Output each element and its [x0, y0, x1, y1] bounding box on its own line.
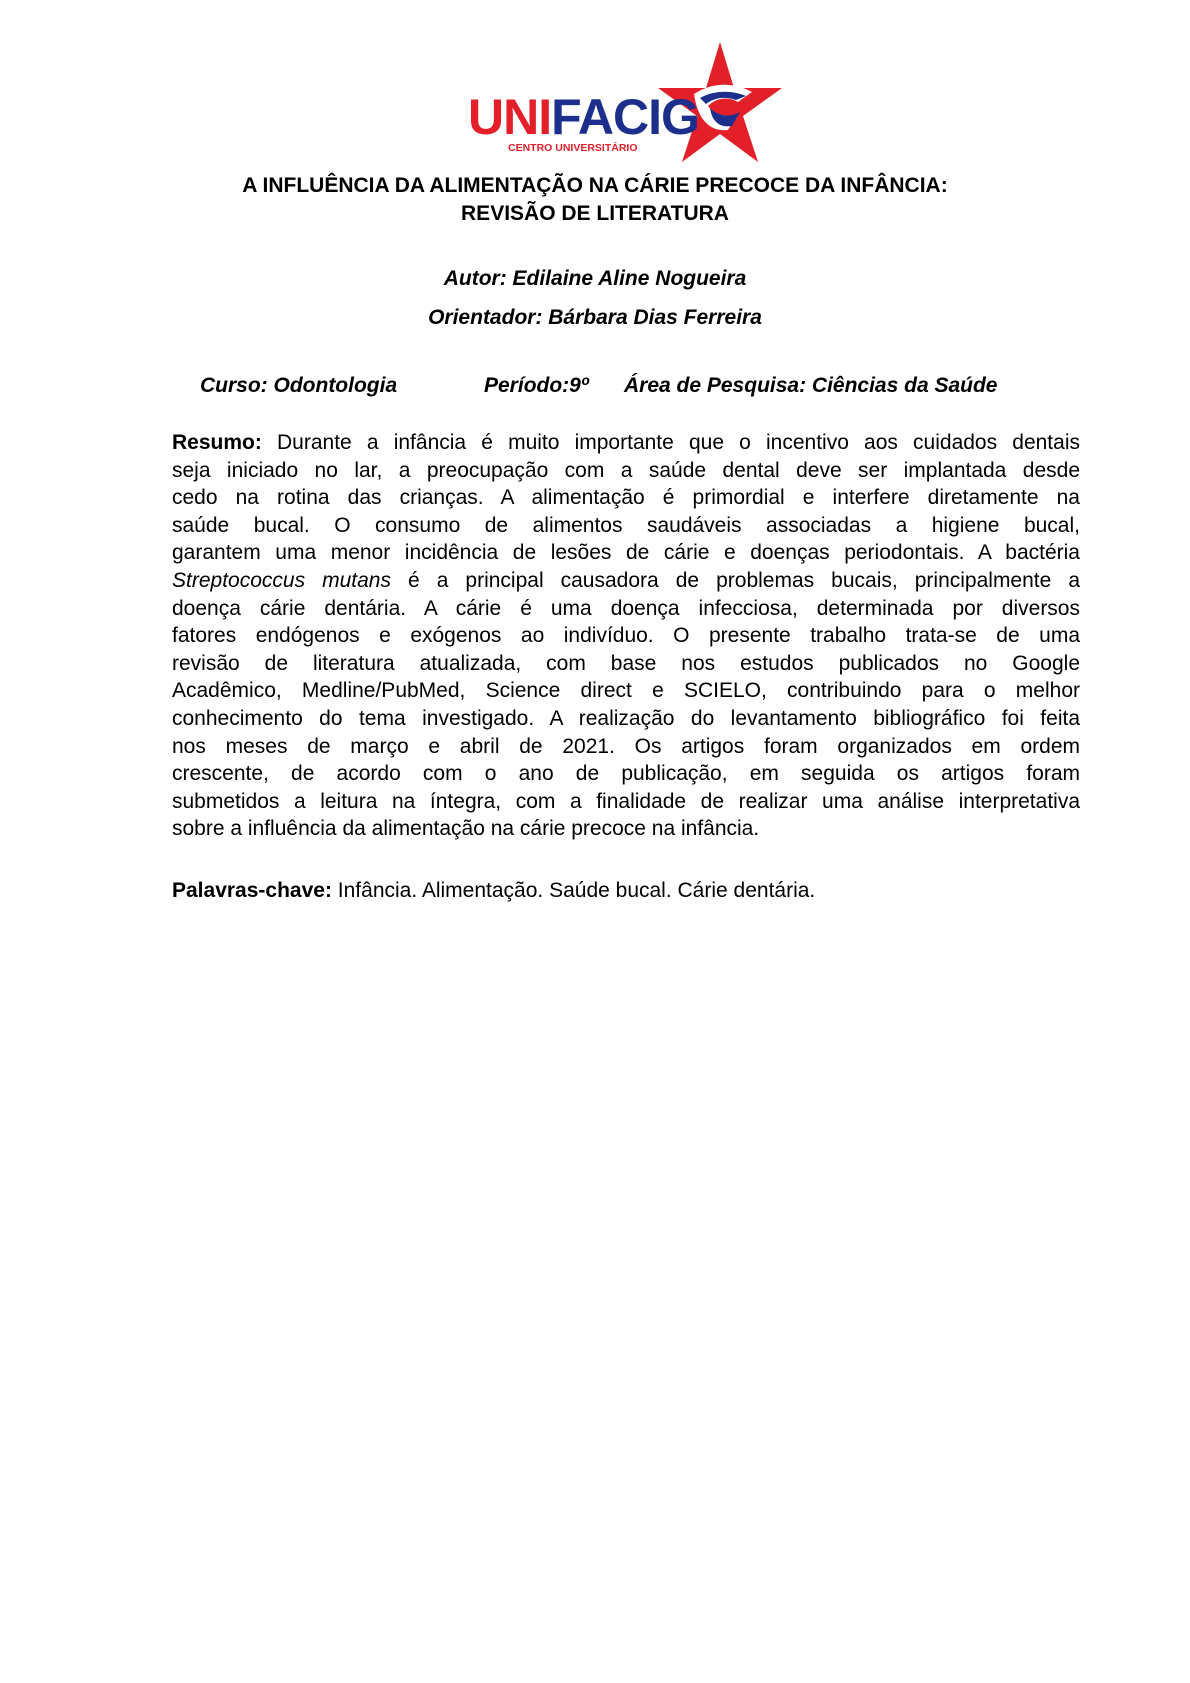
abstract-line: submetidos a leitura na íntegra, com a finalidade de realizar uma análise interpretativa [172, 789, 1080, 813]
title-line-1: A INFLUÊNCIA DA ALIMENTAÇÃO NA CÁRIE PRECOCE DA INFÂNCIA: [242, 174, 948, 197]
abstract [172, 429, 1080, 843]
title-line-2: REVISÃO DE LITERATURA [461, 202, 729, 225]
abstract-line: nos meses de março e abril de 2021. Os artigos foram organizados em ordem [172, 734, 1080, 758]
abstract-line: conhecimento do tema investigado. A realização do levantamento bibliográfico foi feita [172, 706, 1080, 730]
advisor-line: Orientador: Bárbara Dias Ferreira [428, 306, 762, 329]
abstract-line: revisão de literatura atualizada, com base nos estudos publicados no Google [172, 651, 1080, 675]
abstract-line: sobre a influência da alimentação na cárie precoce na infância. [172, 817, 760, 841]
abstract-line: seja iniciado no lar, a preocupação com a saúde dental deve ser implantada desde [172, 458, 1080, 482]
abstract-line: saúde bucal. O consumo de alimentos saudáveis associadas a higiene bucal, [172, 513, 1080, 537]
abstract-line: Acadêmico, Medline/PubMed, Science direct e SCIELO, contribuindo para o melhor [172, 679, 1080, 703]
logo-facig: FACIG [551, 89, 699, 145]
abstract-line: crescente, de acordo com o ano de publicação, em seguida os artigos foram [172, 762, 1080, 786]
abstract-text: é a principal causadora de problemas bucais, principalmente a [390, 568, 1081, 592]
abstract-line [172, 567, 1080, 595]
keywords [172, 877, 1080, 904]
unifacig-logo [468, 42, 788, 162]
document-title [150, 172, 1040, 228]
abstract-line: cedo na rotina das crianças. A alimentação é primordial e interfere diretamente na [172, 486, 1080, 510]
abstract-line [172, 429, 1080, 457]
logo-subtitle: CENTRO UNIVERSITÁRIO [508, 142, 638, 154]
species-name: Streptococcus mutans [172, 568, 391, 592]
research-area-label: Área de Pesquisa: Ciências da Saúde [624, 374, 998, 397]
logo-wordmark [468, 89, 699, 145]
abstract-text: Durante a infância é muito importante que o incentivo aos cuidados dentais [261, 431, 1080, 454]
logo-uni: UNI [468, 89, 552, 145]
author-line: Autor: Edilaine Aline Nogueira [443, 267, 747, 290]
abstract-line: garantem uma menor incidência de lesões de cárie e doenças periodontais. A bactéria [172, 541, 1080, 565]
period-label: Período:9º [484, 374, 589, 397]
abstract-line: doença cárie dentária. A cárie é uma doença infecciosa, determinada por diversos [172, 596, 1080, 620]
abstract-line: fatores endógenos e exógenos ao indivíduo. O presente trabalho trata-se de uma [172, 624, 1080, 648]
keywords-text: Infância. Alimentação. Saúde bucal. Cárie dentária. [331, 879, 816, 902]
abstract-label: Resumo: [172, 431, 262, 454]
keywords-label: Palavras-chave: [172, 879, 332, 902]
course-label: Curso: Odontologia [200, 374, 398, 397]
